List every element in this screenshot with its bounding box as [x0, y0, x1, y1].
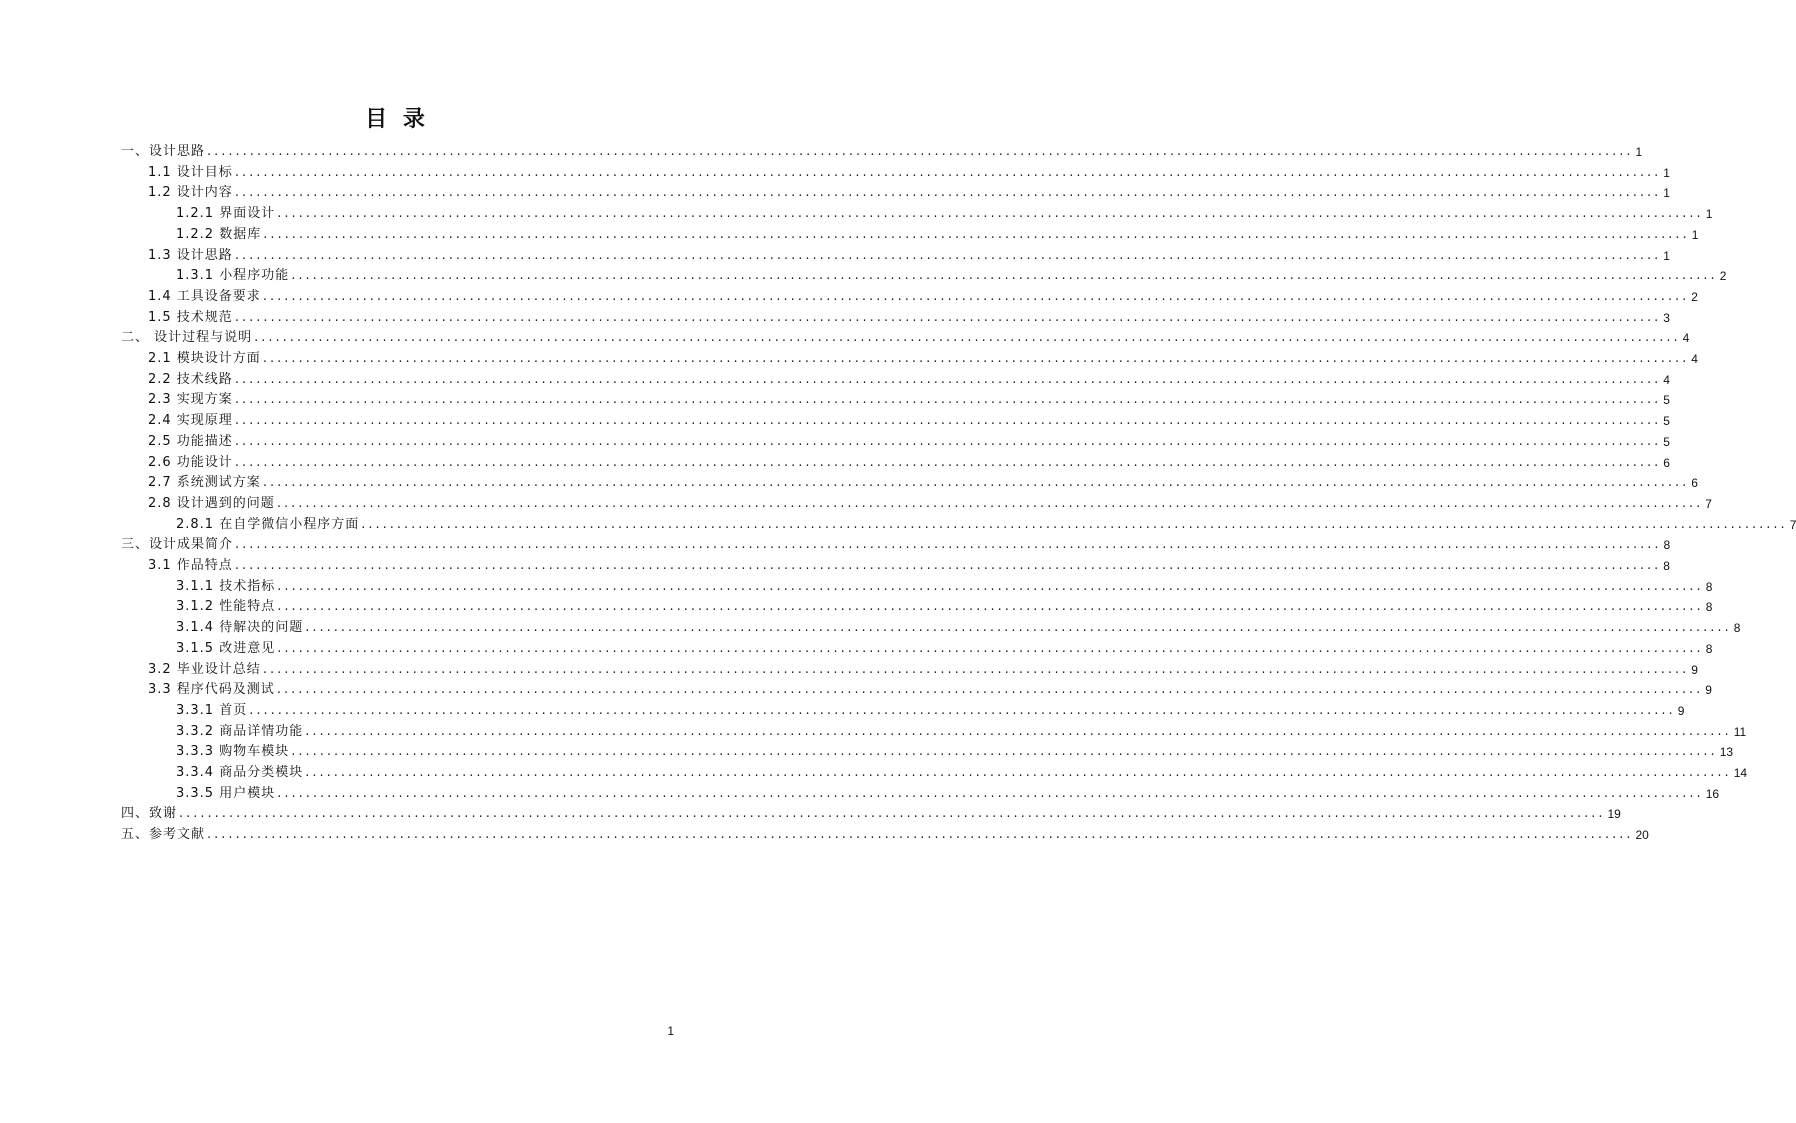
toc-entry-label: 1.2 设计内容 [148, 185, 233, 201]
toc-entry-label: 四、致谢 [121, 806, 178, 822]
toc-entry[interactable] [121, 326, 1690, 346]
toc-entry[interactable] [176, 223, 1699, 243]
toc-entry-label: 3.1 作品特点 [148, 558, 233, 573]
toc-entry-label: 2.8 设计遇到的问题 [148, 495, 275, 511]
toc-entry-label: 1.4 工具设备要求 [148, 288, 261, 304]
toc-entry-page: 5 [1663, 434, 1670, 449]
toc-entry-page: 2 [1719, 269, 1727, 284]
toc-entry-label: 3.2 毕业设计总结 [148, 661, 261, 677]
dot-leader: ........................................................................................................................................................................................................ [262, 288, 1690, 304]
dot-leader: ........................................................................................................................................................................................................ [262, 661, 1690, 677]
toc-entry[interactable] [148, 388, 1670, 408]
toc-entry[interactable] [176, 761, 1748, 781]
toc-entry-page: 13 [1719, 745, 1734, 760]
toc-entry[interactable] [176, 699, 1685, 719]
toc-entry[interactable] [148, 492, 1712, 512]
toc-entry-page: 3 [1663, 310, 1670, 325]
dot-leader: ........................................................................................................................................................................................................ [234, 392, 1662, 408]
toc-entry-page: 9 [1677, 703, 1685, 718]
toc-entry-label: 2.1 模块设计方面 [148, 351, 261, 366]
toc-entry-label: 3.1.4 待解决的问题 [176, 620, 304, 636]
toc-entry-label: 2.7 系统测试方案 [148, 475, 261, 491]
toc-entry-page: 8 [1663, 559, 1670, 573]
toc-entry-label: 3.3.5 用户模块 [176, 785, 276, 801]
toc-entry-page: 1 [1663, 165, 1670, 180]
dot-leader: ........................................................................................................................................................................................................ [234, 247, 1662, 263]
dot-leader: ........................................................................................................................................................................................................ [234, 558, 1662, 573]
toc-entry[interactable] [176, 264, 1727, 284]
toc-entry-label: 2.4 实现原理 [148, 413, 233, 429]
toc-entry[interactable] [121, 802, 1621, 822]
toc-entry[interactable] [148, 161, 1670, 181]
dot-leader: ........................................................................................................................................................................................................ [262, 351, 1690, 366]
toc-entry[interactable] [121, 823, 1649, 843]
toc-entry-page: 8 [1705, 641, 1713, 656]
toc-entry-label: 三、设计成果简介 [121, 537, 234, 553]
toc-entry-page: 11 [1733, 724, 1747, 739]
page-number: 1 [667, 1024, 674, 1038]
toc-entry-label: 1.5 技术规范 [148, 309, 233, 325]
toc-entry-page: 8 [1663, 538, 1671, 553]
toc-entry-page: 8 [1705, 579, 1713, 594]
dot-leader: ........................................................................................................................................................................................................ [291, 268, 1718, 284]
dot-leader: ........................................................................................................................................................................................................ [305, 765, 1732, 780]
dot-leader: ........................................................................................................................................................................................................ [277, 785, 1704, 801]
toc-entry-page: 19 [1607, 807, 1621, 822]
toc-entry-label: 一、设计思路 [121, 144, 206, 159]
dot-leader: ........................................................................................................................................................................................................ [249, 702, 1676, 718]
dot-leader: ........................................................................................................................................................................................................ [291, 744, 1718, 760]
toc-entry[interactable] [176, 202, 1713, 222]
toc-entry-page: 6 [1663, 455, 1670, 470]
toc-entry-label: 3.3.3 购物车模块 [176, 744, 290, 760]
dot-leader: ........................................................................................................................................................................................................ [305, 620, 1732, 636]
toc-entry-label: 3.3.4 商品分类模块 [176, 765, 304, 780]
toc-entry[interactable] [121, 533, 1671, 553]
dot-leader: ........................................................................................................................................................................................................ [234, 309, 1662, 325]
toc-entry-page: 9 [1691, 662, 1698, 677]
toc-entry-label: 3.3.2 商品详情功能 [176, 723, 304, 739]
toc-entry-page: 1 [1635, 145, 1643, 159]
toc-entry[interactable] [148, 409, 1670, 429]
dot-leader: ........................................................................................................................................................................................................ [234, 454, 1662, 470]
toc-entry-label: 二、 设计过程与说明 [121, 330, 253, 346]
toc-entry[interactable] [148, 244, 1670, 264]
toc-entry-label: 1.3.1 小程序功能 [176, 268, 290, 284]
toc-entry[interactable] [148, 285, 1698, 305]
toc-entry-page: 4 [1691, 352, 1698, 366]
toc-entry[interactable] [176, 616, 1741, 636]
toc-entry[interactable] [176, 595, 1713, 615]
toc-entry-page: 8 [1705, 600, 1713, 615]
toc-entry[interactable] [176, 740, 1734, 760]
toc-title: 目 录 [365, 107, 429, 132]
dot-leader: ........................................................................................................................................................................................................ [207, 827, 1634, 843]
toc-entry-label: 2.8.1 在自学微信小程序方面 [176, 516, 360, 532]
toc-entry[interactable] [148, 658, 1698, 678]
toc-entry[interactable] [148, 678, 1712, 698]
dot-leader: ........................................................................................................................................................................................................ [305, 723, 1732, 739]
toc-entry-label: 3.3.1 首页 [176, 702, 248, 718]
toc-entry-page: 7 [1789, 517, 1796, 532]
toc-entry-page: 5 [1663, 393, 1670, 408]
toc-entry-page: 4 [1682, 331, 1690, 346]
dot-leader: ........................................................................................................................................................................................................ [235, 537, 1662, 553]
toc-entry-page: 2 [1691, 289, 1698, 304]
toc-entry-page: 1 [1691, 227, 1699, 242]
dot-leader: ........................................................................................................................................................................................................ [276, 682, 1704, 698]
toc-entry-label: 2.2 技术线路 [148, 371, 233, 387]
dot-leader: ........................................................................................................................................................................................................ [277, 206, 1704, 222]
toc-entry[interactable] [176, 637, 1713, 657]
toc-entry-label: 五、参考文献 [121, 827, 206, 843]
dot-leader: ........................................................................................................................................................................................................ [234, 164, 1662, 180]
toc-entry[interactable] [121, 140, 1643, 160]
dot-leader: ........................................................................................................................................................................................................ [234, 433, 1662, 449]
dot-leader: ........................................................................................................................................................................................................ [234, 413, 1662, 429]
toc-entry-label: 1.1 设计目标 [148, 164, 233, 180]
dot-leader: ........................................................................................................................................................................................................ [234, 185, 1662, 201]
toc-entry[interactable] [176, 513, 1796, 533]
toc-entry-label: 2.3 实现方案 [148, 392, 233, 408]
toc-entry[interactable] [148, 181, 1670, 201]
toc-entry-label: 2.5 功能描述 [148, 433, 233, 449]
toc-entry-page: 1 [1663, 186, 1670, 201]
toc-entry-label: 1.2.1 界面设计 [176, 206, 276, 222]
toc-entry[interactable] [148, 554, 1670, 574]
toc-entry-page: 1 [1705, 207, 1713, 222]
toc-entry-label: 1.3 设计思路 [148, 247, 233, 263]
dot-leader: ........................................................................................................................................................................................................ [234, 371, 1662, 387]
dot-leader: ........................................................................................................................................................................................................ [263, 226, 1690, 242]
toc-entry-page: 1 [1663, 248, 1670, 263]
dot-leader: ........................................................................................................................................................................................................ [179, 806, 1606, 822]
dot-leader: ........................................................................................................................................................................................................ [254, 330, 1681, 346]
toc-entry-label: 1.2.2 数据库 [176, 226, 262, 242]
toc-entry[interactable] [148, 430, 1670, 450]
dot-leader: ........................................................................................................................................................................................................ [277, 640, 1704, 656]
toc-entry[interactable] [176, 575, 1713, 595]
dot-leader: ........................................................................................................................................................................................................ [277, 599, 1704, 615]
toc-entry-label: 2.6 功能设计 [148, 454, 233, 470]
dot-leader: ........................................................................................................................................................................................................ [277, 578, 1704, 594]
toc-entry-page: 16 [1705, 786, 1720, 801]
toc-entry-page: 20 [1635, 828, 1649, 843]
toc-entry-page: 8 [1733, 621, 1741, 636]
dot-leader: ........................................................................................................................................................................................................ [207, 144, 1634, 159]
toc-entry-page: 6 [1691, 476, 1698, 491]
toc-entry[interactable] [176, 720, 1747, 740]
toc-entry-page: 9 [1705, 683, 1712, 698]
toc-entry[interactable] [148, 347, 1698, 367]
toc-entry-page: 4 [1663, 372, 1670, 387]
toc-entry-page: 14 [1733, 766, 1748, 780]
dot-leader: ........................................................................................................................................................................................................ [262, 475, 1690, 491]
toc-entry-label: 3.1.5 改进意见 [176, 640, 276, 656]
toc-entry-page: 7 [1705, 496, 1712, 511]
toc-entry[interactable] [148, 451, 1670, 471]
toc-entry[interactable] [148, 368, 1670, 388]
toc-entry-label: 3.1.1 技术指标 [176, 578, 276, 594]
toc-entry[interactable] [176, 782, 1720, 802]
toc-entry[interactable] [148, 306, 1670, 326]
dot-leader: ........................................................................................................................................................................................................ [276, 495, 1704, 511]
toc-entry[interactable] [148, 471, 1698, 491]
dot-leader: ........................................................................................................................................................................................................ [361, 516, 1788, 532]
toc-entry-label: 3.1.2 性能特点 [176, 599, 276, 615]
toc-entry-page: 5 [1663, 414, 1670, 429]
toc-entry-label: 3.3 程序代码及测试 [148, 682, 275, 698]
